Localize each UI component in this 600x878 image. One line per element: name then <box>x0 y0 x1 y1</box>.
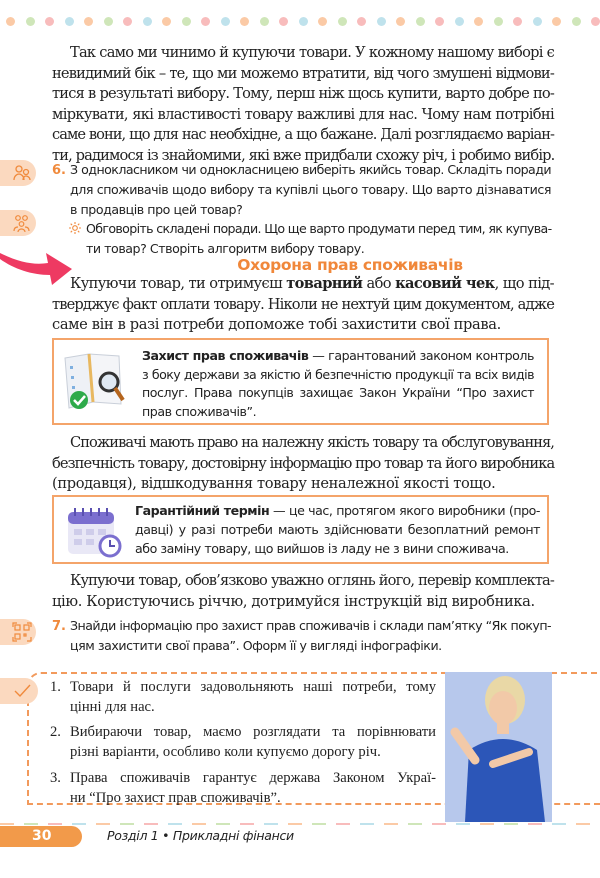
dot <box>221 17 230 26</box>
boy-pointing-photo <box>445 672 552 822</box>
dot <box>162 17 171 26</box>
page-number: 30 <box>0 826 82 847</box>
task-7-number: 7. <box>52 619 66 634</box>
dot <box>260 17 269 26</box>
summary-tab <box>0 678 38 704</box>
task-6-number: 6. <box>52 163 66 178</box>
text-segment: — це час, протягом якого виробники (про- <box>269 503 540 518</box>
checkmark-icon <box>12 681 32 701</box>
bold-term: Гарантійний термін <box>135 503 270 518</box>
dot <box>474 17 483 26</box>
dot <box>84 17 93 26</box>
text-line: безпечність товару, достовірну інформацію про товар та його виробника <box>52 454 555 472</box>
text-line: саме він в разі потреби допоможе тобі захистити свої права. <box>52 316 501 334</box>
dot <box>182 17 191 26</box>
summary-item-number: 1. <box>50 679 61 695</box>
bold-term: товарний <box>286 275 363 292</box>
group-work-tab <box>0 210 36 236</box>
text-line: З однокласником чи однокласницею виберіть якийсь товар. Складіть поради <box>70 162 551 177</box>
dot <box>6 17 15 26</box>
text-line: саме вони, що для нас необхідне, а що бажане. Далі розглядаємо варіан- <box>52 126 554 144</box>
dot <box>201 17 210 26</box>
text-segment: , що під- <box>494 275 555 292</box>
dot <box>416 17 425 26</box>
text-line: цінні для нас. <box>70 699 155 715</box>
text-line: Знайди інформацію про захист прав споживачів і склади пам’ятку “Як покуп- <box>70 618 551 633</box>
dot <box>65 17 74 26</box>
text-line: різні варіанти, особливо коли купуємо дорогу річ. <box>70 744 381 760</box>
text-line: послуг. Права покупців захищає Закон України “Про захист <box>142 385 534 400</box>
dot <box>396 17 405 26</box>
dot <box>572 17 581 26</box>
dot <box>104 17 113 26</box>
document-magnifier-check-icon <box>59 350 131 414</box>
text-line <box>142 348 534 363</box>
text-line <box>70 275 554 292</box>
text-line: або заміну товару, що вийшов із ладу не з вини споживача. <box>135 541 509 556</box>
text-line: ни “Про захист прав споживачів”. <box>70 790 281 806</box>
summary-item-number: 3. <box>50 770 61 786</box>
dot <box>123 17 132 26</box>
dot <box>240 17 249 26</box>
dot <box>552 17 561 26</box>
text-line: Права споживачів гарантує держава Законом Украї- <box>70 770 436 786</box>
text-line: прав споживачів”. <box>142 403 257 419</box>
dot <box>357 17 366 26</box>
text-line: тверджує факт оплати товару. Ніколи не нехтуй цим документом, адже <box>52 295 554 313</box>
pointer-arrow-icon <box>0 247 72 285</box>
text-line: Обговоріть складені поради. Що ще варто продумати перед тим, як купува- <box>86 221 552 236</box>
text-segment: Купуючи товар, ти отримуєш <box>70 275 287 292</box>
calendar-clock-icon <box>66 504 126 560</box>
dot <box>591 17 600 26</box>
text-line: (продавця), відшкодування товару неналежної якості тощо. <box>52 475 496 493</box>
dot <box>338 17 347 26</box>
chapter-title: Розділ 1 • Прикладні фінанси <box>107 828 294 843</box>
summary-item-number: 2. <box>50 724 61 740</box>
footer-divider <box>0 823 600 825</box>
decorative-dots <box>0 17 600 29</box>
qr-code-icon <box>12 622 32 642</box>
text-line: давці) у разі потреби мають здійснювати безоплатний ремонт <box>135 522 540 537</box>
dot <box>26 17 35 26</box>
text-line: з боку держави за якістю й безпечністю продукції та всіх видів <box>142 366 534 382</box>
bold-term: Захист прав споживачів <box>142 348 309 363</box>
sun-icon <box>69 222 81 234</box>
dot <box>279 17 288 26</box>
section-title: Охорона прав споживачів <box>237 256 463 274</box>
dot <box>143 17 152 26</box>
definition-box-consumer-protection <box>52 338 549 425</box>
dot <box>45 17 54 26</box>
text-line: Товари й послуги задовольняють наші потреби, тому <box>70 679 436 695</box>
dot <box>318 17 327 26</box>
text-segment: — гарантований законом контроль <box>308 348 534 363</box>
dot <box>455 17 464 26</box>
definition-box-warranty <box>52 495 549 564</box>
dot <box>494 17 503 26</box>
text-line: невидимий бік – те, що ми можемо втратити, від чого змушені відмови- <box>52 64 554 82</box>
dot <box>513 17 522 26</box>
text-line: Споживачі мають право на належну якість товару та обслуговування, <box>70 434 554 451</box>
dot <box>533 17 542 26</box>
dot <box>299 17 308 26</box>
text-segment: або <box>362 275 396 292</box>
pair-work-icon <box>12 163 32 183</box>
text-line <box>135 503 540 518</box>
dot <box>435 17 444 26</box>
text-line: цію. Користуючись річчю, дотримуйся інструкцій від виробника. <box>52 592 535 610</box>
pair-work-tab <box>0 160 36 186</box>
text-line: ти, радимося із знайомими, які вже придбали схожу річ, і робимо вибір. <box>52 147 555 164</box>
text-line: Купуючи товар, обов’язково уважно оглянь його, перевір комплекта- <box>70 572 554 589</box>
text-line: ти товар? Створіть алгоритм вибору товару. <box>86 241 365 256</box>
dot <box>377 17 386 26</box>
text-line: тися в результаті вибору. Тому, перш ніж щось купити, варто добре по- <box>52 85 554 103</box>
text-line: Вибираючи товар, маємо розглядати та порівнювати <box>70 724 436 740</box>
text-line: Так само ми чинимо й купуючи товари. У кожному нашому виборі є <box>70 44 554 61</box>
text-line: цям захистити свої права”. Оформ її у вигляді інфографіки. <box>70 638 442 653</box>
bold-term: касовий чек <box>395 275 495 292</box>
text-line: міркувати, які властивості товару важливі для нас. Чому нам потрібні <box>52 105 554 123</box>
text-line: для споживачів щодо вибору та купівлі цього товару. Що варто дізнаватися <box>70 182 551 197</box>
group-work-icon <box>12 213 32 233</box>
research-tab <box>0 619 36 645</box>
text-line: в продавців про цей товар? <box>70 202 243 217</box>
